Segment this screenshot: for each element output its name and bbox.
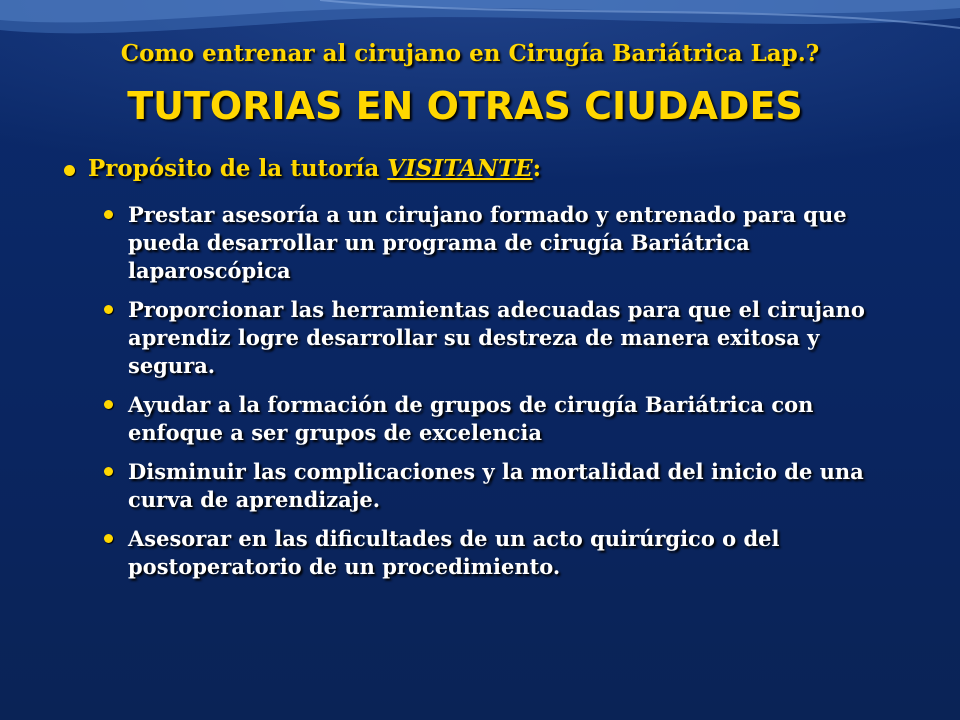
list-item — [104, 458, 904, 514]
bullet-icon — [104, 534, 113, 543]
list-item-text: Asesorar en las dificultades de un acto quirúrgico o del postoperatorio de un procedimiento. — [128, 526, 780, 579]
slide-subtitle: Como entrenar al cirujano en Cirugía Bariátrica Lap.? — [120, 40, 820, 67]
purpose-emphasis: VISITANTE — [387, 155, 533, 182]
list-item-text: Prestar asesoría a un cirujano formado y entrenado para que pueda desarrollar un programa de cirugía Bariátrica laparoscópica — [128, 202, 847, 283]
list-item — [104, 525, 904, 581]
bullet-icon — [64, 165, 75, 176]
purpose-list — [104, 201, 904, 592]
list-item-text: Proporcionar las herramientas adecuadas para que el cirujano aprendiz logre desarrollar su destreza de manera exitosa y segura. — [128, 297, 865, 378]
list-item — [104, 296, 904, 380]
purpose-suffix: : — [532, 155, 542, 182]
bullet-icon — [104, 400, 113, 409]
bullet-icon — [104, 210, 113, 219]
bullet-icon — [104, 305, 113, 314]
purpose-prefix: Propósito de la tutoría — [88, 155, 388, 182]
slide-title: TUTORIAS EN OTRAS CIUDADES — [127, 84, 803, 128]
list-item-text: Disminuir las complicaciones y la mortalidad del inicio de una curva de aprendizaje. — [128, 459, 864, 512]
list-item — [104, 391, 904, 447]
list-item — [104, 201, 904, 285]
list-item-text: Ayudar a la formación de grupos de cirugía Bariátrica con enfoque a ser grupos de excelencia — [128, 392, 814, 445]
purpose-heading-text — [88, 155, 541, 182]
bullet-icon — [104, 467, 113, 476]
